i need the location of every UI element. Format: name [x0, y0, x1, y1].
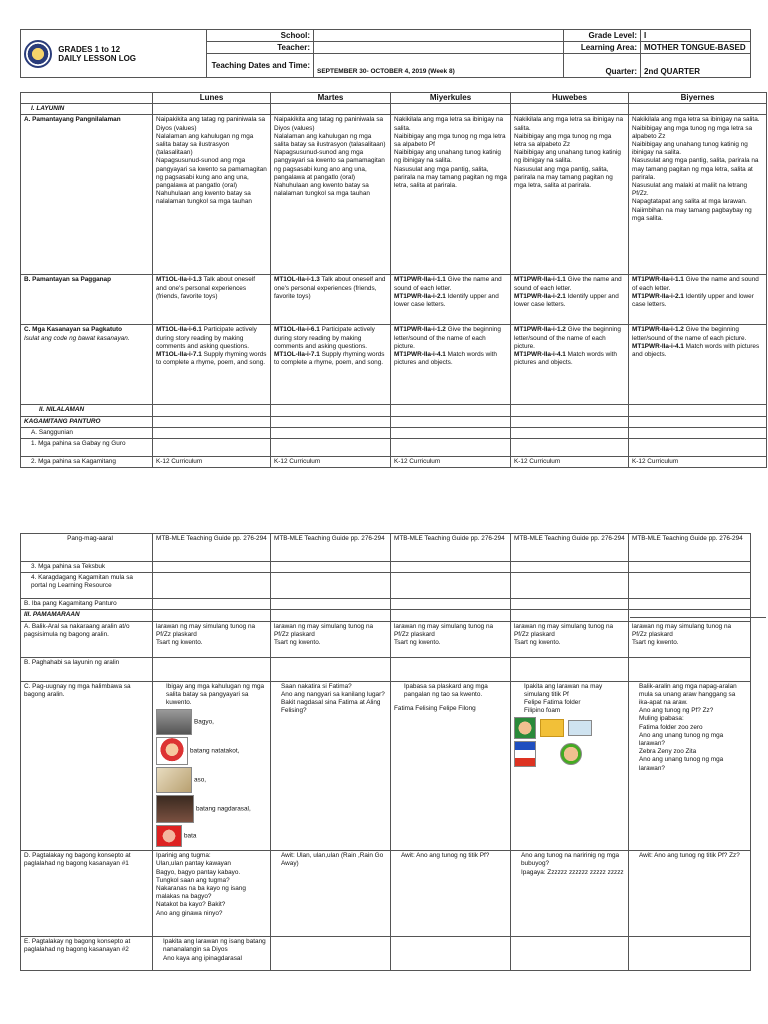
area-label: Learning Area: [564, 42, 641, 54]
pagganap-martes: MT1OL-IIa-i-1.3 Talk about oneself and one's personal experiences (friends, favorite toys) [271, 275, 391, 325]
quarter-label: Quarter: [564, 54, 641, 78]
teacher-label: Teacher: [207, 42, 314, 54]
kasanayan-lunes: MT1OL-IIa-i-6.1 Participate actively during story reading by making comments and asking questions. MT1OL-IIa-i-7.1 Supply rhyming words to complete a rhyme, poem, and song. [153, 325, 271, 405]
header-table [20, 29, 751, 78]
row-label-kagamitang-pahina: 2. Mga pahina sa Kagamitang [21, 457, 153, 468]
scared-child-picture-icon [156, 737, 188, 765]
header-title-2: DAILY LESSON LOG [58, 53, 137, 63]
balik-aral-martes: larawan ng may simulang tunog na Pf/Zz plaskard Tsart ng kwento. [271, 621, 391, 657]
pagtalakay2-huwebes [511, 937, 629, 971]
pamantayang-miyerkules: Nakikilala ang mga letra sa ibinigay na salita. Naibibigay ang mga tunog ng mga letra sa alpabeto Pf Naibibigay ang unahang tunog katinig ng ibinigay na salita. Nasusulat ang mga pantig, salita, parirala na may tamang pagitan ng mga letra, salita at parirala. [391, 115, 511, 275]
boy-picture-icon [514, 717, 536, 739]
pagtalakay1-huwebes: Ano ang tunog na naririnig ng mga bubuyog? Ipagaya: Zzzzzz zzzzzz zzzzz zzzzz [511, 851, 629, 937]
child-picture-icon [156, 825, 182, 847]
curriculum-huwebes: K-12 Curriculum [511, 457, 629, 468]
day-header-biyernes: Biyernes [629, 93, 767, 104]
school-label: School: [207, 30, 314, 42]
flag-girl-picture-icon [514, 741, 536, 767]
dates-value: SEPTEMBER 30- OCTOBER 4, 2019 (Week 8) [314, 54, 564, 78]
guide-biyernes: MTB-MLE Teaching Guide pp. 276-294 [629, 534, 751, 562]
filipino-boy-picture-icon [560, 743, 582, 765]
row-label-iba-pang: B. Iba pang Kagamitang Panturo [21, 599, 153, 610]
row-label-paghahabi: B. Paghahabi sa layunin ng aralin [21, 657, 153, 681]
pagtalakay2-lunes: Ipakita ang larawan ng isang batang nananalangin sa Diyos Ano kaya ang ipinagdarasal [153, 937, 271, 971]
dates-label: Teaching Dates and Time: [207, 54, 314, 78]
teacher-value [314, 42, 564, 54]
row-label-teksbuk: 3. Mga pahina sa Teksbuk [21, 562, 153, 573]
kasanayan-miyerkules: MT1PWR-IIa-i-1.2 Give the beginning letter/sound of the name of each picture. MT1PWR-IIa-i-4.1 Match words with pictures and objects. [391, 325, 511, 405]
kasanayan-martes: MT1OL-IIa-i-6.1 Participate actively during story reading by making comments and asking questions. MT1OL-IIa-i-7.1 Supply rhyming words to complete a rhyme, poem, and song. [271, 325, 391, 405]
balik-aral-lunes: larawan ng may simulang tunog na Pf/Zz plaskard Tsart ng kwento. [153, 621, 271, 657]
day-header-lunes: Lunes [153, 93, 271, 104]
pamantayang-biyernes: Nakikilala ang mga letra sa ibinigay na salita. Naibibigay ang mga tunog ng mga letra sa alpabeto Zz Naibibigay ang unahang tunog katinig ng ibinigay na salita. Nasusulat ang mga pantig, salita, parirala na may tamang pagitan ng mga letra, salita at parirala. Nasusulat ang malaki at maliit na letrang Pf/Zz. Napagtatapat ang salita at mga larawan. Naiimbihan na may tamang pagbaybay ng mga salita. [629, 115, 767, 275]
row-label-balik-aral: A. Balik-Aral sa nakaraang aralin at/o pagsisimula ng bagong aralin. [21, 621, 153, 657]
pamantayang-martes: Naipakikita ang tatag ng paniniwala sa Diyos (values) Nalalaman ang kahulugan ng mga salita batay sa ilustrasyon (talasalitaan) Napagsusunud-sunod ang mga pangyayari sa kwento sa pamamagitan ng pagsasabi kung ano ang una, pangalawa at pangatlo (oral) Nahuhulaan ang kwento batay sa nalalaman tungkol sa mga tauhan [271, 115, 391, 275]
curriculum-miyerkules: K-12 Curriculum [391, 457, 511, 468]
header-title-cell [21, 30, 207, 78]
section-nilalaman: II. NILALAMAN [21, 405, 153, 416]
pamantayang-lunes: Naipakikita ang tatag ng paniniwala sa Diyos (values) Nalalaman ang kahulugan ng mga salita batay sa ilustrasyon (talasalitaan) Napagsusunud-sunod ang mga pangyayari sa kwento sa pamamagitan ng pagsasabi kung ano ang una, pangalawa at pangatlo (oral) Nahuhulaan ang kwento batay sa nalalaman tungkol sa mga tauhan [153, 115, 271, 275]
row-label-gabay: 1. Mga pahina sa Gabay ng Guro [21, 439, 153, 457]
pagtalakay2-martes [271, 937, 391, 971]
row-label-pagtalakay1: D. Pagtalakay ng bagong konsepto at paglalahad ng bagong kasanayan #1 [21, 851, 153, 937]
page-divider-line [630, 617, 766, 618]
row-label-pagtalakay2: E. Pagtalakay ng bagong konsepto at paglalahad ng bagong kasanayan #2 [21, 937, 153, 971]
balik-aral-biyernes: larawan ng may simulang tunog na Pf/Zz plaskard Tsart ng kwento. [629, 621, 751, 657]
row-label-sanggunian: A. Sanggunian [21, 427, 153, 438]
row-label-karagdagang: 4. Karagdagang Kagamitan mula sa portal ng Learning Resource [21, 573, 153, 599]
pag-uugnay-huwebes: Ipakita ang larawan na may simulang titik Pf Felipe Fatima folder Filipino foam [511, 681, 629, 851]
row-label-kasanayan: C. Mga Kasanayan sa Pagkatuto Isulat ang code ng bawat kasanayan. [21, 325, 153, 405]
school-value [314, 30, 564, 42]
balik-aral-miyerkules: larawan ng may simulang tunog na Pf/Zz plaskard Tsart ng kwento. [391, 621, 511, 657]
guide-martes: MTB-MLE Teaching Guide pp. 276-294 [271, 534, 391, 562]
guide-lunes: MTB-MLE Teaching Guide pp. 276-294 [153, 534, 271, 562]
pagtalakay1-lunes: Iparinig ang tugma: Ulan,ulan pantay kawayan Bagyo, bagyo pantay kabayo. Tungkol saan ang tugma? Nakaranas na ba kayo ng isang malakas na bagyo? Natakot ba kayo? Bakit? Ano ang ginawa ninyo? [153, 851, 271, 937]
day-header-miyerkules: Miyerkules [391, 93, 511, 104]
storm-picture-icon [156, 709, 192, 735]
day-header-martes: Martes [271, 93, 391, 104]
lesson-table-bottom [20, 533, 751, 971]
pag-uugnay-martes: Saan nakatira si Fatima? Ano ang nangyari sa kanilang lugar? Bakit nagdasal sina Fatima at Aling Felising? [271, 681, 391, 851]
corner-cell [21, 93, 153, 104]
dog-picture-icon [156, 767, 192, 793]
folder-picture-icon [540, 719, 564, 737]
pagtalakay2-miyerkules [391, 937, 511, 971]
pagganap-miyerkules: MT1PWR-IIa-i-1.1 Give the name and sound of each letter. MT1PWR-IIa-i-2.1 Identify upper and lower case letters. [391, 275, 511, 325]
curriculum-biyernes: K-12 Curriculum [629, 457, 767, 468]
grade-value: I [641, 30, 751, 42]
kasanayan-note: Isulat ang code ng bawat kasanayan. [24, 334, 130, 342]
pamantayang-huwebes: Nakikilala ang mga letra sa ibinigay na salita. Naibibigay ang mga tunog ng mga letra sa alpabeto Zz Naibibigay ang unahang tunog katinig ng ibinigay na salita. Nasusulat ang mga pantig, salita, parirala na may tamang pagitan ng mga letra, salita at parirala. [511, 115, 629, 275]
pag-uugnay-biyernes: Balik-aralin ang mga napag-aralan mula sa unang araw hanggang sa ika-apat na araw. Ano ang tunog ng Pf? Zz? Muling ipabasa: Fatima folder zoo zero Ano ang unang tunog ng mga larawan? Zebra Zeny zoo Zita Ano ang unang tunog ng mga larawan? [629, 681, 751, 851]
section-pamamaraan: III. PAMAMARAAN [21, 610, 153, 621]
section-kagamitang: KAGAMITANG PANTURO [21, 416, 153, 427]
pagganap-lunes: MT1OL-IIa-i-1.3 Talk about oneself and one's personal experiences (friends, favorite toys) [153, 275, 271, 325]
lesson-table-top [20, 92, 767, 468]
foam-picture-icon [568, 720, 592, 736]
header-title-1: GRADES 1 to 12 [58, 44, 121, 54]
deped-seal-icon [24, 40, 52, 68]
section-layunin: I. LAYUNIN [21, 104, 153, 115]
pag-uugnay-lunes: Ibigay ang mga kahulugan ng mga salita batay sa pangyayari sa kuwento. Bagyo, batang natatakot, aso, batang nagdarasal, bata [153, 681, 271, 851]
quarter-value: 2nd QUARTER [641, 54, 751, 78]
curriculum-martes: K-12 Curriculum [271, 457, 391, 468]
curriculum-lunes: K-12 Curriculum [153, 457, 271, 468]
row-label-pang-mag-aaral: Pang-mag-aaral [21, 534, 153, 562]
pagganap-huwebes: MT1PWR-IIa-i-1.1 Give the name and sound of each letter. MT1PWR-IIa-i-2.1 Identify upper and lower case letters. [511, 275, 629, 325]
pag-uugnay-miyerkules: Ipabasa sa plaskard ang mga pangalan ng tao sa kwento. Fatima Felising Felipe Filong [391, 681, 511, 851]
guide-miyerkules: MTB-MLE Teaching Guide pp. 276-294 [391, 534, 511, 562]
grade-label: Grade Level: [564, 30, 641, 42]
kasanayan-huwebes: MT1PWR-IIa-i-1.2 Give the beginning letter/sound of the name of each picture. MT1PWR-IIa-i-4.1 Match words with pictures and objects. [511, 325, 629, 405]
balik-aral-huwebes: larawan ng may simulang tunog na Pf/Zz plaskard Tsart ng kwento. [511, 621, 629, 657]
area-value: MOTHER TONGUE-BASED [641, 42, 751, 54]
row-label-pagganap: B. Pamantayan sa Pagganap [21, 275, 153, 325]
day-header-huwebes: Huwebes [511, 93, 629, 104]
row-label-pamantayang: A. Pamantayang Pangnilalaman [21, 115, 153, 275]
pagganap-biyernes: MT1PWR-IIa-i-1.1 Give the name and sound of each letter. MT1PWR-IIa-i-2.1 Identify upper and lower case letters. [629, 275, 767, 325]
row-label-pag-uugnay: C. Pag-uugnay ng mga halimbawa sa bagong aralin. [21, 681, 153, 851]
praying-child-picture-icon [156, 795, 194, 823]
pagtalakay1-miyerkules: Awit: Ano ang tunog ng titik Pf? [391, 851, 511, 937]
pagtalakay1-martes: Awit: Ulan, ulan,ulan (Rain ,Rain Go Away) [271, 851, 391, 937]
guide-huwebes: MTB-MLE Teaching Guide pp. 276-294 [511, 534, 629, 562]
pagtalakay2-biyernes [629, 937, 751, 971]
kasanayan-biyernes: MT1PWR-IIa-i-1.2 Give the beginning letter/sound of the name of each picture. MT1PWR-IIa-i-4.1 Match words with pictures and objects. [629, 325, 767, 405]
pagtalakay1-biyernes: Awit: Ano ang tunog ng titik Pf? Zz? [629, 851, 751, 937]
